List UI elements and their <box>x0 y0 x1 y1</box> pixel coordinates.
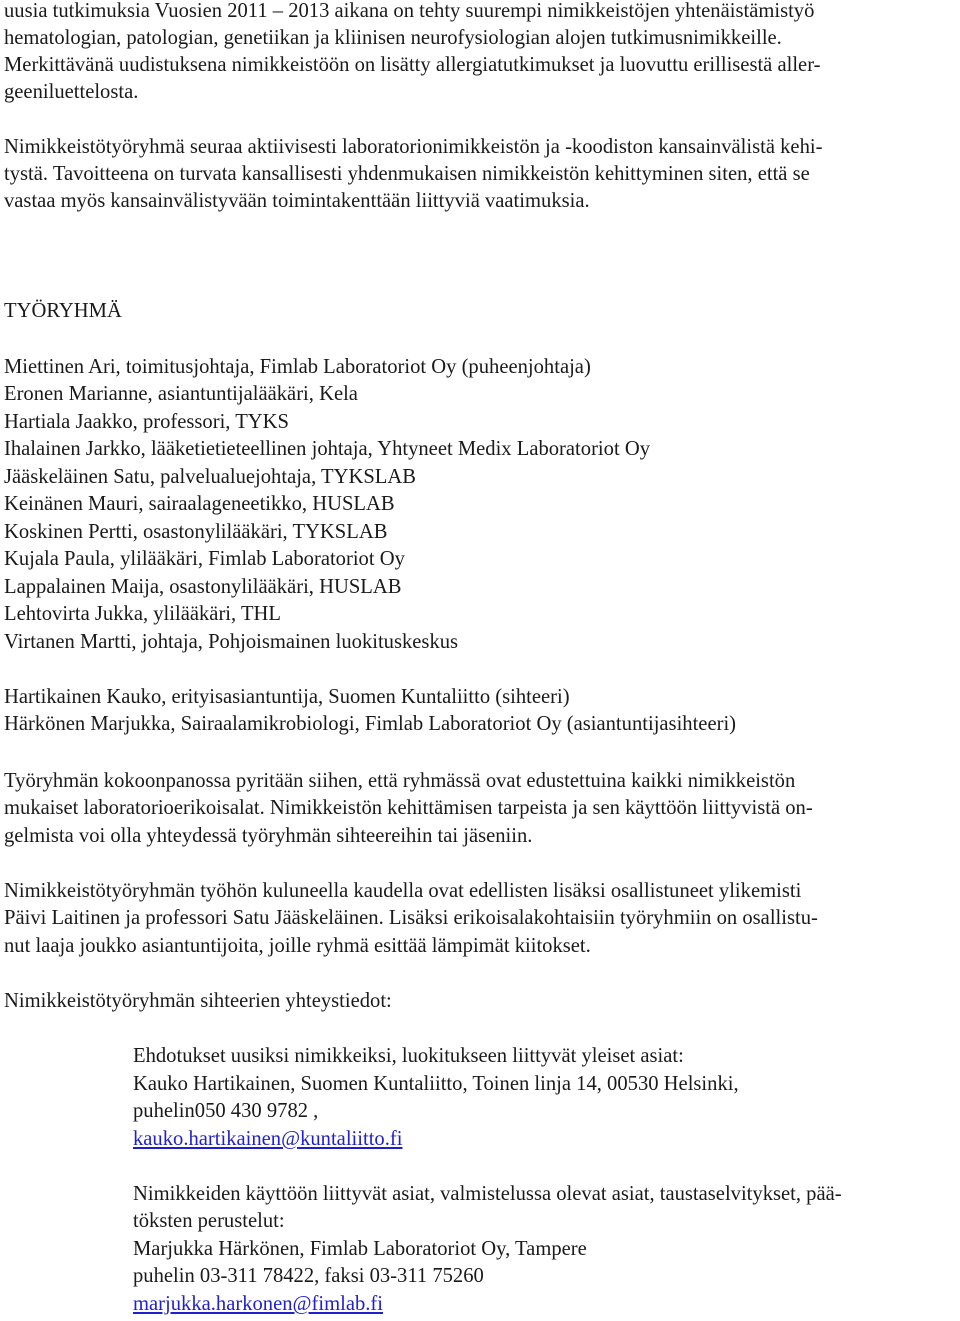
member-line: Lehtovirta Jukka, ylilääkäri, THL <box>4 603 281 625</box>
secretary-line: Härkönen Marjukka, Sairaalamikrobiologi, Fimlab Laboratoriot Oy (asiantuntijasihteeri) <box>4 713 737 735</box>
member-line: Kujala Paula, ylilääkäri, Fimlab Laboratoriot Oy <box>4 548 405 570</box>
international-line: tystä. Tavoitteena on turvata kansallisesti yhdenmukaisen nimikkeistön kehittyminen siten, että se <box>4 163 810 185</box>
member-line: Miettinen Ari, toimitusjohtaja, Fimlab Laboratoriot Oy (puheenjohtaja) <box>4 356 591 378</box>
intro-line: hematologian, patologian, genetiikan ja kliinisen neurofysiologian alojen tutkimusnimikkeille. <box>4 27 782 49</box>
member-line: Ihalainen Jarkko, lääketietieteellinen johtaja, Yhtyneet Medix Laboratoriot Oy <box>4 438 650 460</box>
contact-1-line: puhelin050 430 9782 , <box>133 1100 319 1122</box>
secretary-line: Hartikainen Kauko, erityisasiantuntija, Suomen Kuntaliitto (sihteeri) <box>4 686 570 708</box>
contact-2-line: puhelin 03-311 78422, faksi 03-311 75260 <box>133 1265 484 1287</box>
composition-line: gelmista voi olla yhteydessä työryhmän sihteereihin tai jäseniin. <box>4 825 533 847</box>
intro-line: geeniluettelosta. <box>4 81 139 103</box>
contact-2-line: Marjukka Härkönen, Fimlab Laboratoriot Oy, Tampere <box>133 1238 587 1260</box>
member-line: Virtanen Martti, johtaja, Pohjoismainen luokituskeskus <box>4 631 459 653</box>
member-line: Hartiala Jaakko, professori, TYKS <box>4 411 290 433</box>
member-line: Lappalainen Maija, osastonylilääkäri, HUSLAB <box>4 576 402 598</box>
contact-1-line: Kauko Hartikainen, Suomen Kuntaliitto, Toinen linja 14, 00530 Helsinki, <box>133 1073 739 1095</box>
member-line: Jääskeläinen Satu, palvelualuejohtaja, TYKSLAB <box>4 466 416 488</box>
international-line: vastaa myös kansainvälistyvään toimintakenttään liittyviä vaatimuksia. <box>4 190 590 212</box>
contact-2-email-link[interactable]: marjukka.harkonen@fimlab.fi <box>133 1293 383 1315</box>
contact-2-line: Nimikkeiden käyttöön liittyvät asiat, valmistelussa olevat asiat, taustaselvitykset, pää- <box>133 1183 842 1205</box>
participants-line: Nimikkeistötyöryhmän työhön kuluneella kaudella ovat edellisten lisäksi osallistuneet ylikemisti <box>4 880 802 902</box>
working-group-heading: TYÖRYHMÄ <box>4 300 122 322</box>
participants-line: nut laaja joukko asiantuntijoita, joille ryhmä esittää lämpimät kiitokset. <box>4 935 591 957</box>
contacts-heading: Nimikkeistötyöryhmän sihteerien yhteystiedot: <box>4 990 392 1012</box>
contact-1-email-row <box>133 1126 402 1153</box>
participants-line: Päivi Laitinen ja professori Satu Jääskeläinen. Lisäksi erikoisalakohtaisiin työryhmiin on osallistu- <box>4 907 818 929</box>
intro-line: Merkittävänä uudistuksena nimikkeistöön on lisätty allergiatutkimukset ja luovuttu erillisestä aller- <box>4 54 821 76</box>
member-line: Eronen Marianne, asiantuntijalääkäri, Kela <box>4 383 358 405</box>
composition-line: Työryhmän kokoonpanossa pyritään siihen, että ryhmässä ovat edustettuina kaikki nimikkeistön <box>4 770 796 792</box>
contact-2-line: töksten perustelut: <box>133 1210 285 1232</box>
contact-1-email-link[interactable]: kauko.hartikainen@kuntaliitto.fi <box>133 1128 403 1150</box>
contact-1-line: Ehdotukset uusiksi nimikkeiksi, luokitukseen liittyvät yleiset asiat: <box>133 1045 684 1067</box>
intro-line: uusia tutkimuksia Vuosien 2011 – 2013 aikana on tehty suurempi nimikkeistöjen yhtenäistämistyö <box>4 0 815 22</box>
member-line: Koskinen Pertti, osastonylilääkäri, TYKSLAB <box>4 521 388 543</box>
composition-line: mukaiset laboratorioerikoisalat. Nimikkeistön kehittämisen tarpeista ja sen käyttöön liittyvistä on- <box>4 797 813 819</box>
member-line: Keinänen Mauri, sairaalageneetikko, HUSLAB <box>4 493 395 515</box>
international-line: Nimikkeistötyöryhmä seuraa aktiivisesti laboratorionimikkeistön ja -koodiston kansainvälistä kehi- <box>4 136 823 158</box>
contact-2-email-row <box>133 1291 383 1318</box>
